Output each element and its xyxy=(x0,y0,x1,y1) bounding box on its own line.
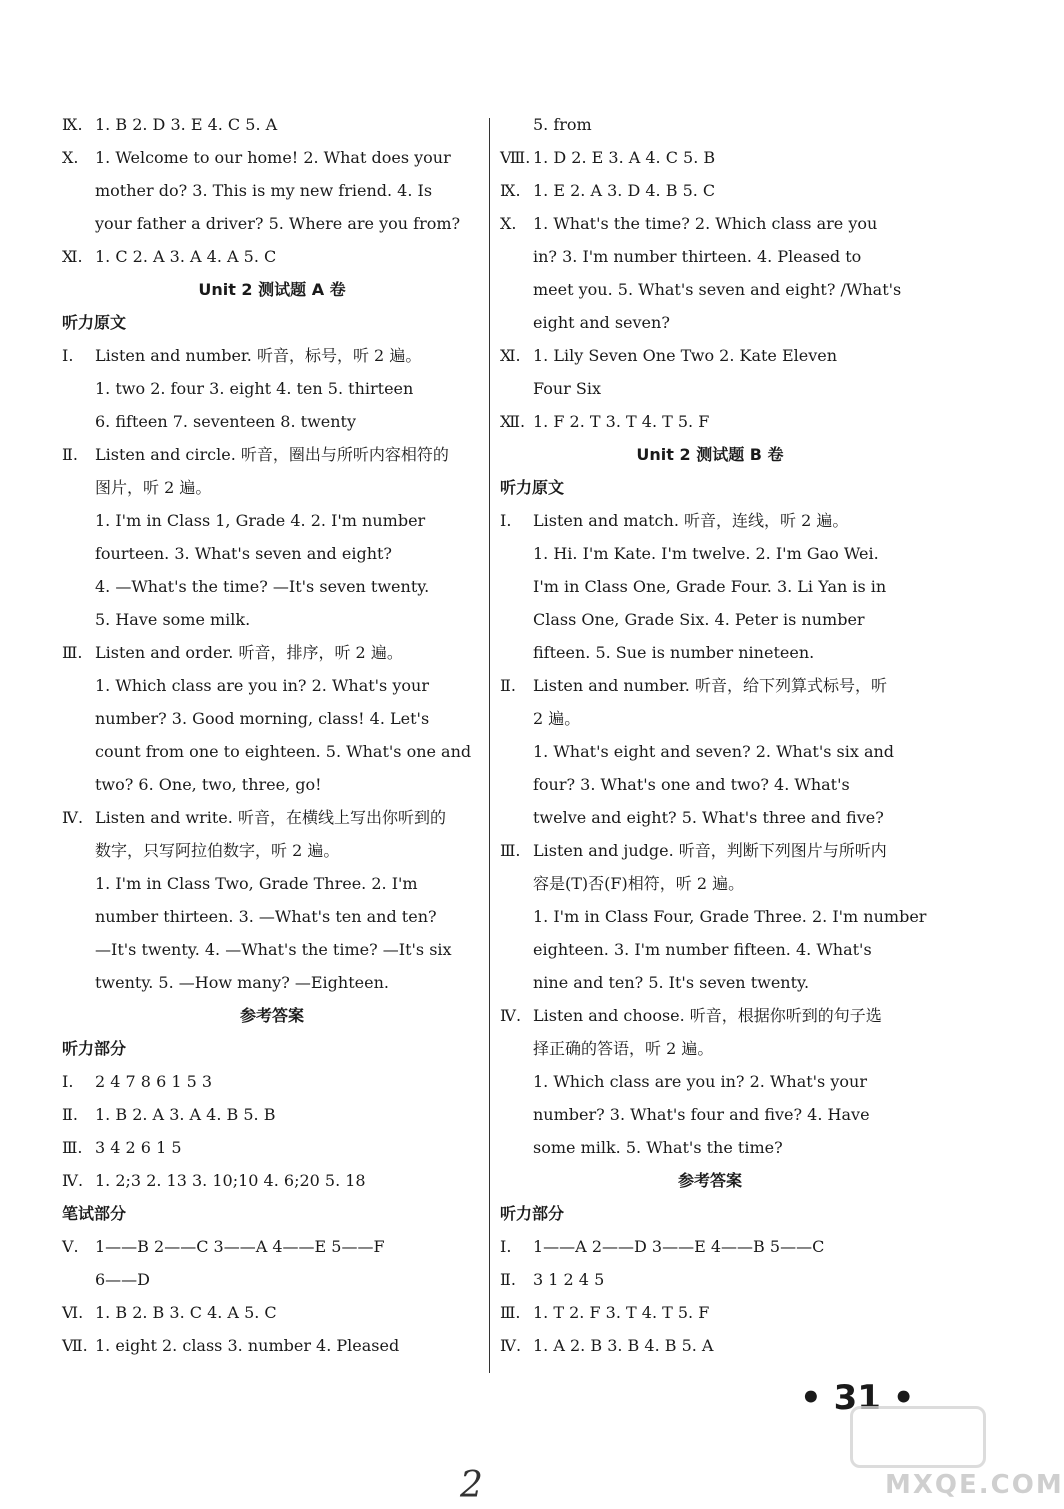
continuation-line xyxy=(500,636,920,669)
item-numeral: Ⅵ. xyxy=(62,1303,84,1322)
section-title-text: Unit 2 测试题 A 卷 xyxy=(198,280,346,299)
item-numeral: Ⅲ. xyxy=(62,643,83,662)
continuation-line xyxy=(500,1032,920,1065)
watermark-logo xyxy=(850,1406,986,1468)
item-numeral: Ⅱ. xyxy=(62,1105,78,1124)
answer-line xyxy=(62,1329,482,1362)
continuation-line xyxy=(500,306,920,339)
item-text: 1. B 2. B 3. C 4. A 5. C xyxy=(95,1303,277,1322)
continuation-line xyxy=(62,735,482,768)
item-text: 1. T 2. F 3. T 4. T 5. F xyxy=(533,1303,710,1322)
item-text: Listen and order. 听音，排序，听 2 遍。 xyxy=(95,643,403,662)
continuation-line xyxy=(62,966,482,999)
item-text: Listen and match. 听音，连线，听 2 遍。 xyxy=(533,511,849,530)
continuation-text: 数字，只写阿拉伯数字，听 2 遍。 xyxy=(95,841,340,860)
continuation-text: four? 3. What's one and two? 4. What's xyxy=(533,775,850,794)
item-text: 1. C 2. A 3. A 4. A 5. C xyxy=(95,247,277,266)
continuation-line xyxy=(62,702,482,735)
answer-line xyxy=(500,669,920,702)
continuation-line xyxy=(62,372,482,405)
item-numeral: Ⅰ. xyxy=(62,1072,74,1091)
continuation-text: 5. Have some milk. xyxy=(95,610,251,629)
answer-line xyxy=(62,1098,482,1131)
item-numeral: Ⅰ. xyxy=(500,511,512,530)
item-text: Listen and number. 听音，给下列算式标号，听 xyxy=(533,676,887,695)
continuation-text: fourteen. 3. What's seven and eight? xyxy=(95,544,393,563)
continuation-text: your father a driver? 5. Where are you from? xyxy=(95,214,461,233)
answer-line xyxy=(500,1263,920,1296)
section-title xyxy=(62,273,482,306)
continuation-text: 1. two 2. four 3. eight 4. ten 5. thirteen xyxy=(95,379,414,398)
continuation-line xyxy=(62,570,482,603)
item-numeral: Ⅳ. xyxy=(62,808,84,827)
item-numeral: Ⅺ. xyxy=(62,247,83,266)
item-text: 1. eight 2. class 3. number 4. Pleased xyxy=(95,1336,400,1355)
item-text: Listen and judge. 听音，判断下列图片与所听内 xyxy=(533,841,887,860)
item-numeral: Ⅻ. xyxy=(500,412,526,431)
left-column xyxy=(62,108,482,1362)
continuation-text: I'm in Class One, Grade Four. 3. Li Yan is in xyxy=(533,577,887,596)
answer-line xyxy=(62,1065,482,1098)
item-text: 1. B 2. D 3. E 4. C 5. A xyxy=(95,115,278,134)
answer-line xyxy=(62,141,482,174)
continuation-text: 容是(T)否(F)相符，听 2 遍。 xyxy=(533,874,745,893)
section-title xyxy=(500,438,920,471)
continuation-text: eight and seven? xyxy=(533,313,670,332)
continuation-text: nine and ten? 5. It's seven twenty. xyxy=(533,973,810,992)
section-heading-text: 听力原文 xyxy=(500,478,565,497)
item-numeral: Ⅹ. xyxy=(62,148,79,167)
section-heading-text: 听力原文 xyxy=(62,313,127,332)
continuation-line xyxy=(500,933,920,966)
continuation-line xyxy=(62,174,482,207)
item-text: 1——B 2——C 3——A 4——E 5——F xyxy=(95,1237,385,1256)
continuation-line xyxy=(62,900,482,933)
continuation-line xyxy=(500,735,920,768)
item-numeral: Ⅷ. xyxy=(500,148,531,167)
continuation-line xyxy=(62,933,482,966)
item-numeral: Ⅸ. xyxy=(62,115,83,134)
continuation-line xyxy=(62,603,482,636)
right-column xyxy=(500,108,927,1362)
item-numeral: Ⅰ. xyxy=(62,346,74,365)
continuation-line xyxy=(500,240,920,273)
answer-line xyxy=(62,636,482,669)
continuation-line xyxy=(62,669,482,702)
continuation-line xyxy=(62,867,482,900)
answer-line xyxy=(500,339,920,372)
continuation-line xyxy=(500,537,920,570)
continuation-text: 1. Hi. I'm Kate. I'm twelve. 2. I'm Gao Wei. xyxy=(533,544,879,563)
continuation-text: 图片，听 2 遍。 xyxy=(95,478,212,497)
answer-line xyxy=(500,141,920,174)
continuation-text: twelve and eight? 5. What's three and five? xyxy=(533,808,884,827)
continuation-text: 6. fifteen 7. seventeen 8. twenty xyxy=(95,412,357,431)
continuation-line xyxy=(62,471,482,504)
section-title-text: Unit 2 测试题 B 卷 xyxy=(636,445,784,464)
continuation-text: twenty. 5. —How many? —Eighteen. xyxy=(95,973,389,992)
answer-line xyxy=(500,1230,920,1263)
item-text: Listen and circle. 听音，圈出与所听内容相符的 xyxy=(95,445,449,464)
answer-line xyxy=(62,108,482,141)
continuation-line xyxy=(62,768,482,801)
answer-line xyxy=(62,438,482,471)
answer-line xyxy=(500,504,920,537)
item-text: 3 1 2 4 5 xyxy=(533,1270,605,1289)
continuation-line xyxy=(500,966,920,999)
item-text: 1. Lily Seven One Two 2. Kate Eleven xyxy=(533,346,838,365)
handwritten-mark: 2 xyxy=(460,1465,483,1506)
continuation-text: number? 3. Good morning, class! 4. Let's xyxy=(95,709,430,728)
section-heading xyxy=(62,1032,482,1065)
answer-line xyxy=(500,174,920,207)
continuation-line xyxy=(62,834,482,867)
answer-line xyxy=(62,1296,482,1329)
item-numeral: Ⅹ. xyxy=(500,214,517,233)
answer-line xyxy=(500,207,920,240)
continuation-text: 5. from xyxy=(533,115,592,134)
answer-line xyxy=(500,1329,920,1362)
continuation-text: 6——D xyxy=(95,1270,151,1289)
item-numeral: Ⅶ. xyxy=(62,1336,88,1355)
item-numeral: Ⅳ. xyxy=(62,1171,84,1190)
continuation-line xyxy=(62,504,482,537)
item-numeral: Ⅱ. xyxy=(500,1270,516,1289)
item-numeral: Ⅴ. xyxy=(62,1237,79,1256)
item-numeral: Ⅳ. xyxy=(500,1336,522,1355)
answer-line xyxy=(500,405,920,438)
continuation-text: 1. What's eight and seven? 2. What's six and xyxy=(533,742,895,761)
item-numeral: Ⅳ. xyxy=(500,1006,522,1025)
continuation-line xyxy=(500,603,920,636)
item-numeral: Ⅲ. xyxy=(500,1303,521,1322)
watermark-text: MXQE.COM xyxy=(885,1470,1064,1500)
item-text: Listen and write. 听音，在横线上写出你听到的 xyxy=(95,808,446,827)
continuation-line xyxy=(62,537,482,570)
continuation-line xyxy=(500,801,920,834)
continuation-line xyxy=(62,405,482,438)
continuation-text: meet you. 5. What's seven and eight? /What's xyxy=(533,280,902,299)
item-text: 2 4 7 8 6 1 5 3 xyxy=(95,1072,213,1091)
continuation-line xyxy=(500,273,920,306)
continuation-text: 1. I'm in Class Four, Grade Three. 2. I'm number xyxy=(533,907,927,926)
continuation-text: 4. —What's the time? —It's seven twenty. xyxy=(95,577,430,596)
item-text: 1. A 2. B 3. B 4. B 5. A xyxy=(533,1336,714,1355)
answer-line xyxy=(500,1296,920,1329)
continuation-text: count from one to eighteen. 5. What's one and xyxy=(95,742,472,761)
item-text: 1. F 2. T 3. T 4. T 5. F xyxy=(533,412,710,431)
item-text: Listen and number. 听音，标号，听 2 遍。 xyxy=(95,346,422,365)
continuation-text: 2 遍。 xyxy=(533,709,581,728)
page-number: • 31 • xyxy=(800,1378,915,1418)
item-text: Listen and choose. 听音，根据你听到的句子选 xyxy=(533,1006,882,1025)
continuation-text: 1. Which class are you in? 2. What's your xyxy=(95,676,429,695)
item-numeral: Ⅱ. xyxy=(500,676,516,695)
answer-line xyxy=(62,1131,482,1164)
continuation-line xyxy=(500,570,920,603)
answer-line xyxy=(500,834,920,867)
answer-line xyxy=(62,240,482,273)
continuation-line xyxy=(500,702,920,735)
answer-line xyxy=(500,999,920,1032)
continuation-text: Class One, Grade Six. 4. Peter is number xyxy=(533,610,865,629)
continuation-line xyxy=(62,207,482,240)
section-heading xyxy=(62,306,482,339)
item-numeral: Ⅸ. xyxy=(500,181,521,200)
item-text: 1. Welcome to our home! 2. What does your xyxy=(95,148,451,167)
continuation-text: mother do? 3. This is my new friend. 4. Is xyxy=(95,181,433,200)
section-title xyxy=(500,1164,920,1197)
continuation-text: eighteen. 3. I'm number fifteen. 4. What's xyxy=(533,940,872,959)
continuation-text: in? 3. I'm number thirteen. 4. Pleased to xyxy=(533,247,862,266)
item-numeral: Ⅺ. xyxy=(500,346,521,365)
item-text: 1——A 2——D 3——E 4——B 5——C xyxy=(533,1237,825,1256)
item-text: 1. B 2. A 3. A 4. B 5. B xyxy=(95,1105,276,1124)
item-numeral: Ⅲ. xyxy=(500,841,521,860)
item-text: 1. 2;3 2. 13 3. 10;10 4. 6;20 5. 18 xyxy=(95,1171,366,1190)
continuation-line xyxy=(500,372,920,405)
continuation-line xyxy=(500,1098,920,1131)
section-heading xyxy=(500,471,920,504)
section-heading-text: 听力部分 xyxy=(62,1039,127,1058)
section-heading xyxy=(500,1197,920,1230)
answer-line xyxy=(62,1230,482,1263)
column-divider xyxy=(489,118,490,1373)
continuation-text: number? 3. What's four and five? 4. Have xyxy=(533,1105,870,1124)
continuation-line xyxy=(500,867,920,900)
item-text: 3 4 2 6 1 5 xyxy=(95,1138,182,1157)
continuation-text: Four Six xyxy=(533,379,601,398)
continuation-line xyxy=(500,900,927,933)
section-heading-text: 听力部分 xyxy=(500,1204,565,1223)
item-text: 1. What's the time? 2. Which class are you xyxy=(533,214,878,233)
continuation-text: two? 6. One, two, three, go! xyxy=(95,775,322,794)
item-text: 1. D 2. E 3. A 4. C 5. B xyxy=(533,148,716,167)
continuation-text: some milk. 5. What's the time? xyxy=(533,1138,783,1157)
answer-line xyxy=(62,339,482,372)
continuation-line xyxy=(500,108,920,141)
section-title-text: 参考答案 xyxy=(677,1171,742,1190)
continuation-line xyxy=(62,1263,482,1296)
continuation-text: 1. Which class are you in? 2. What's your xyxy=(533,1072,867,1091)
item-numeral: Ⅰ. xyxy=(500,1237,512,1256)
section-heading xyxy=(62,1197,482,1230)
continuation-text: 1. I'm in Class Two, Grade Three. 2. I'm xyxy=(95,874,418,893)
section-heading-text: 笔试部分 xyxy=(62,1204,127,1223)
item-text: 1. E 2. A 3. D 4. B 5. C xyxy=(533,181,716,200)
continuation-text: 1. I'm in Class 1, Grade 4. 2. I'm number xyxy=(95,511,426,530)
continuation-text: —It's twenty. 4. —What's the time? —It's six xyxy=(95,940,452,959)
section-title-text: 参考答案 xyxy=(239,1006,304,1025)
continuation-line xyxy=(500,1131,920,1164)
item-numeral: Ⅲ. xyxy=(62,1138,83,1157)
continuation-text: fifteen. 5. Sue is number nineteen. xyxy=(533,643,815,662)
continuation-text: 择正确的答语，听 2 遍。 xyxy=(533,1039,714,1058)
section-title xyxy=(62,999,482,1032)
continuation-line xyxy=(500,1065,920,1098)
item-numeral: Ⅱ. xyxy=(62,445,78,464)
continuation-text: number thirteen. 3. —What's ten and ten? xyxy=(95,907,437,926)
continuation-line xyxy=(500,768,920,801)
answer-line xyxy=(62,1164,482,1197)
answer-line xyxy=(62,801,482,834)
